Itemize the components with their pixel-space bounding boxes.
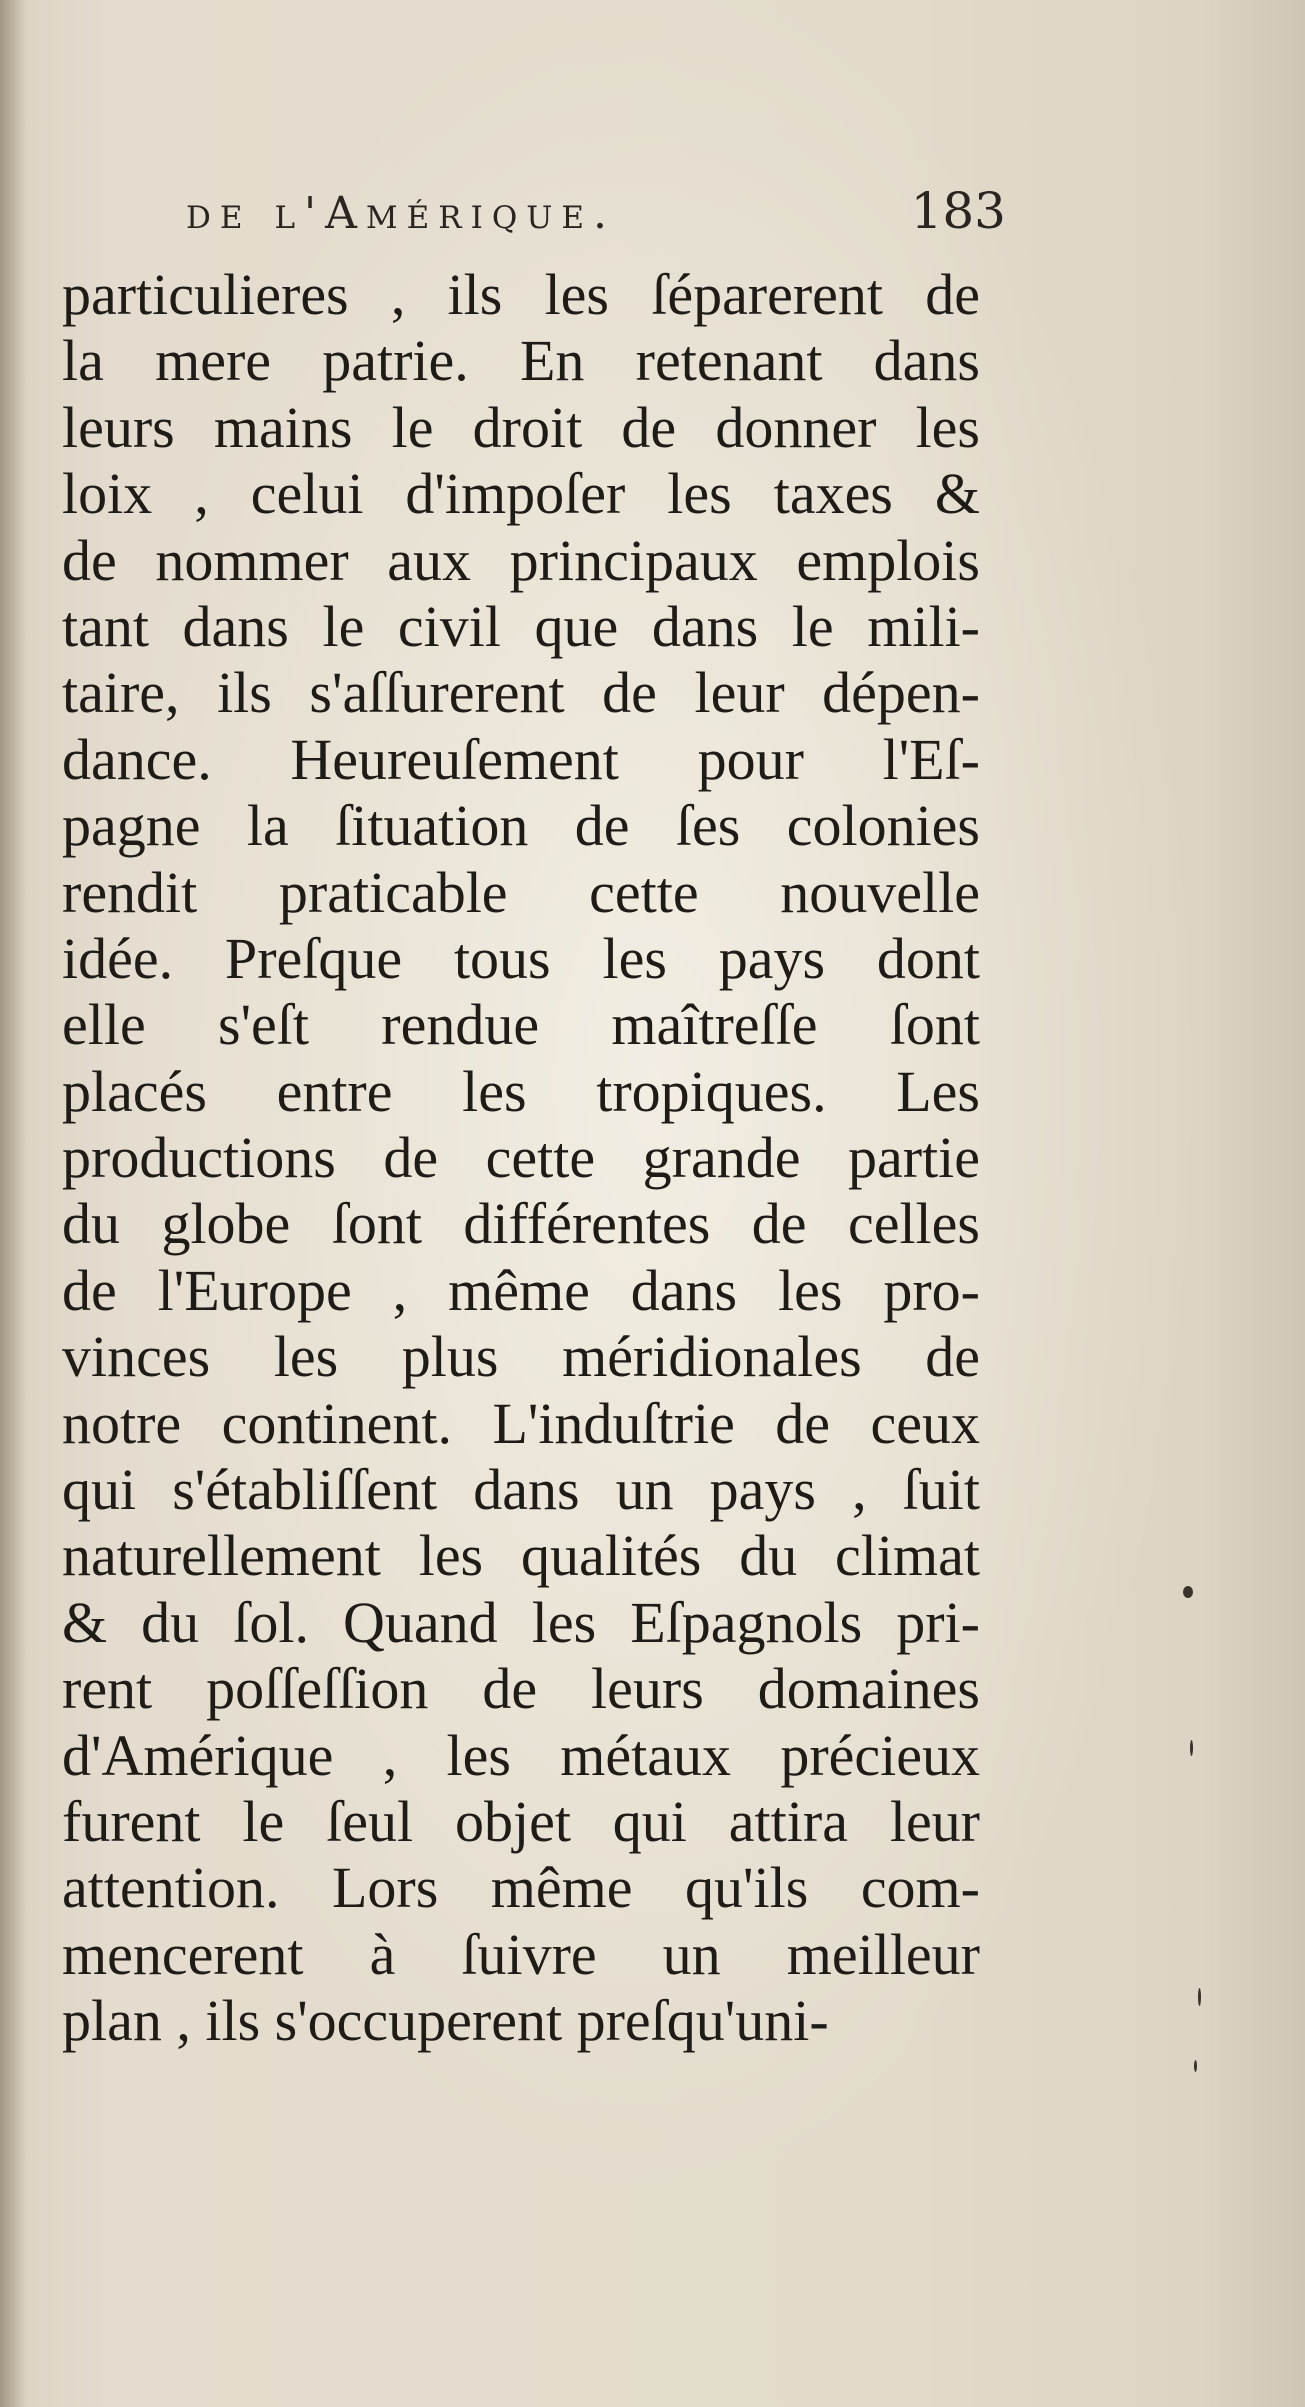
ink-speck xyxy=(1190,1740,1193,1756)
text-line: mencerent à ſuivre un meilleur xyxy=(62,1921,980,1987)
text-line: loix , celui d'impoſer les taxes & xyxy=(62,461,980,527)
text-line: plan , ils s'occuperent preſqu'uni- xyxy=(62,1988,829,2054)
text-line: rendit praticable cette nouvelle xyxy=(62,859,980,925)
text-line: taire, ils s'aſſurerent de leur dépen- xyxy=(62,660,980,726)
text-line: pagne la ſituation de ſes colonies xyxy=(62,793,980,859)
text-line: rent poſſeſſion de leurs domaines xyxy=(62,1656,980,1722)
text-line: particulieres , ils les ſéparerent de xyxy=(62,262,980,327)
text-line: naturellement les qualités du climat xyxy=(62,1523,980,1589)
running-head xyxy=(186,178,1006,248)
text-line: & du ſol. Quand les Eſpagnols pri- xyxy=(62,1589,980,1655)
text-line: elle s'eſt rendue maîtreſſe ſont xyxy=(62,992,980,1058)
page-number: 183 xyxy=(910,182,1006,240)
text-line: productions de cette grande partie xyxy=(62,1125,980,1191)
text-line: de l'Europe , même dans les pro- xyxy=(62,1257,980,1323)
text-line: du globe ſont différentes de celles xyxy=(62,1191,980,1257)
text-line: vinces les plus méridionales de xyxy=(62,1324,980,1390)
text-line: attention. Lors même qu'ils com- xyxy=(62,1855,980,1921)
text-line: notre continent. L'induſtrie de ceux xyxy=(62,1390,980,1456)
text-line: placés entre les tropiques. Les xyxy=(62,1058,980,1124)
text-line: de nommer aux principaux emplois xyxy=(62,527,980,593)
text-line: leurs mains le droit de donner les xyxy=(62,394,980,460)
text-line: tant dans le civil que dans le mili- xyxy=(62,593,980,659)
ink-speck xyxy=(1198,1988,1201,2006)
text-line: dance. Heureuſement pour l'Eſ- xyxy=(62,726,980,792)
running-title: de l'Amérique. xyxy=(186,188,617,239)
text-line: qui s'établiſſent dans un pays , ſuit xyxy=(62,1457,980,1523)
ink-speck xyxy=(1183,1586,1193,1598)
text-line: d'Amérique , les métaux précieux xyxy=(62,1722,980,1788)
body-text xyxy=(62,262,980,2055)
text-line: idée. Preſque tous les pays dont xyxy=(62,925,980,991)
text-line: furent le ſeul objet qui attira leur xyxy=(62,1788,980,1854)
ink-speck xyxy=(1194,2060,1197,2072)
text-line: la mere patrie. En retenant dans xyxy=(62,328,980,394)
